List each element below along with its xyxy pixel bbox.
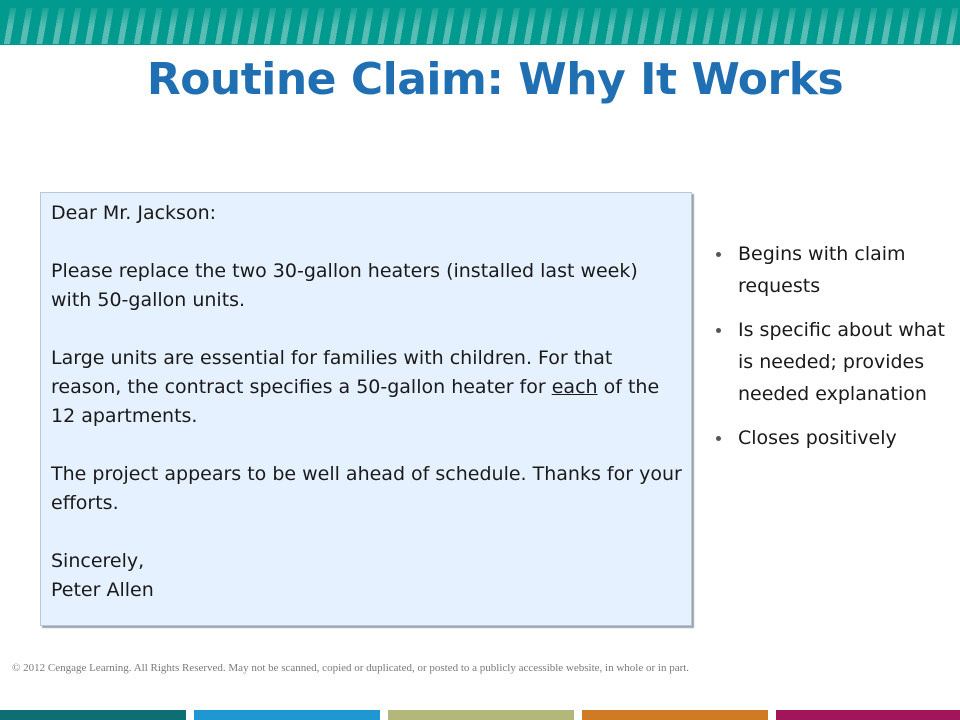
bullet-text: Is specific about what is needed; provides needed explanation	[738, 319, 945, 405]
letter-paragraph-2	[51, 344, 683, 431]
bottom-bar-segment-5	[776, 710, 960, 720]
bullet-text: Begins with claim requests	[738, 243, 906, 297]
letter-box	[40, 192, 692, 626]
letter-underlined-word: each	[551, 376, 598, 398]
letter-signature: Peter Allen	[51, 579, 154, 601]
bullet-item	[712, 422, 952, 454]
top-decorative-band	[0, 0, 960, 45]
bullet-list	[712, 238, 952, 466]
letter-paragraph-3: The project appears to be well ahead of schedule. Thanks for your efforts.	[51, 463, 682, 514]
band-fade	[0, 0, 960, 45]
bullet-dot-icon	[716, 436, 721, 441]
slide-title: Routine Claim: Why It Works	[146, 54, 844, 105]
letter-paragraph-2-start: Large units are essential for families with children. For that reason, the contract specifies a 50-gallon heater for	[51, 347, 613, 398]
bullet-item	[712, 238, 952, 302]
letter-paragraph-2-end: of the 12 apartments.	[51, 376, 660, 427]
bullet-dot-icon	[716, 328, 721, 333]
bullet-text: Closes positively	[738, 427, 897, 449]
bullet-item	[712, 314, 952, 410]
letter-salutation: Dear Mr. Jackson:	[51, 202, 217, 224]
copyright-notice: © 2012 Cengage Learning. All Rights Reserved. May not be scanned, copied or duplicated, or posted to a publicly accessible website, in whole or in part.	[12, 662, 690, 674]
bullet-dot-icon	[716, 252, 721, 257]
bottom-bar-segment-4	[582, 710, 768, 720]
bottom-bar-segment-1	[0, 710, 186, 720]
letter-closing: Sincerely,	[51, 550, 145, 572]
letter-paragraph-1: Please replace the two 30-gallon heaters (installed last week) with 50-gallon units.	[51, 260, 638, 311]
bottom-bar-segment-3	[388, 710, 574, 720]
bottom-bar-segment-2	[194, 710, 380, 720]
